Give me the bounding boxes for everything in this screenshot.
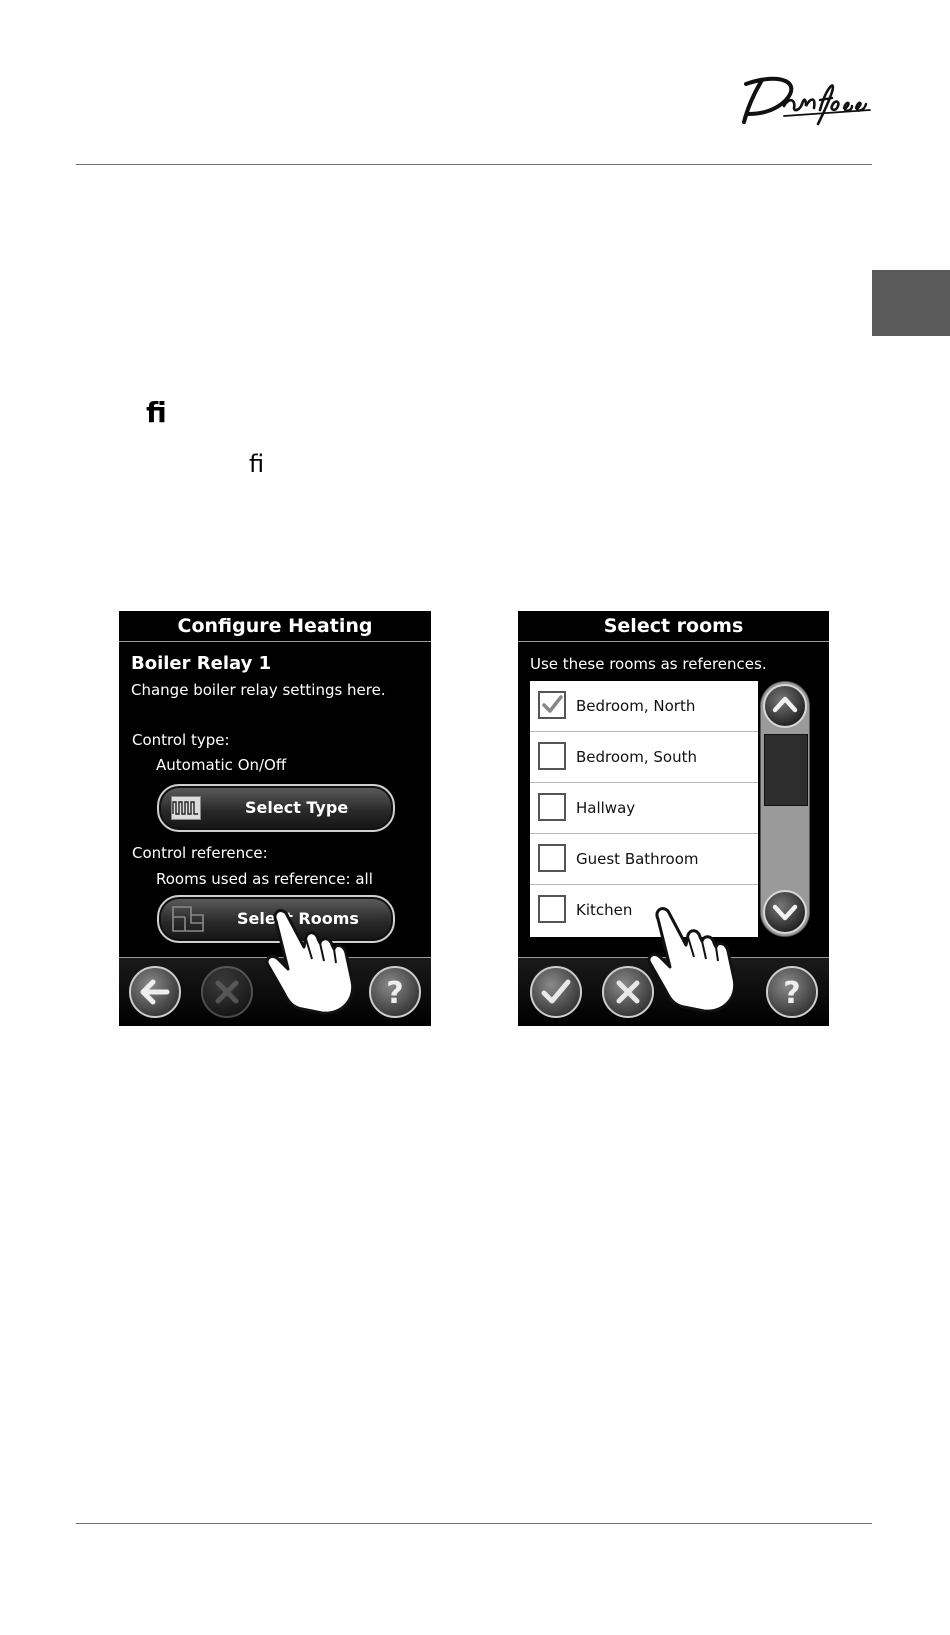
floorplan-icon [171,905,205,933]
header-rule [76,164,872,165]
relay-heading: Boiler Relay 1 [131,653,272,674]
room-checkbox[interactable] [538,895,566,923]
help-button[interactable] [766,966,818,1018]
help-icon [371,968,419,1016]
room-label: Kitchen [576,901,633,919]
control-reference-label: Control reference: [132,844,268,862]
rooms-instruction: Use these rooms as references. [530,655,767,673]
room-row[interactable] [530,834,758,885]
screen-title: Select rooms [518,611,829,642]
room-row[interactable] [530,783,758,834]
room-label: Bedroom, South [576,748,697,766]
scroll-thumb[interactable] [764,734,808,806]
back-arrow-icon [131,968,179,1016]
room-checkbox[interactable] [538,742,566,770]
pointing-hand-icon [264,903,364,1023]
room-checkbox[interactable] [538,691,566,719]
control-type-label: Control type: [132,731,230,749]
select-type-label: Select Type [245,798,349,817]
checkmark-icon [540,693,564,717]
section-tab-marker [872,270,950,336]
close-icon [203,968,251,1016]
room-list-scrollbar[interactable] [760,681,810,937]
scroll-down-button[interactable] [763,890,807,934]
control-type-value: Automatic On/Off [156,756,287,774]
timer-graph-icon [171,796,201,820]
chevron-down-icon [765,892,805,932]
chevron-up-icon [765,686,805,726]
footer-rule [76,1523,872,1524]
room-label: Guest Bathroom [576,850,699,868]
room-row[interactable] [530,681,758,732]
danfoss-logo [740,70,875,126]
select-type-button[interactable] [157,784,395,832]
screen-title: Configure Heating [119,611,431,642]
help-icon [768,968,816,1016]
back-button[interactable] [129,966,181,1018]
cancel-button[interactable] [201,966,253,1018]
room-checkbox[interactable] [538,793,566,821]
ligature-glyph: ﬁ [146,396,167,429]
svg-text:?: ? [386,976,404,1011]
room-checkbox[interactable] [538,844,566,872]
relay-subtitle: Change boiler relay settings here. [131,681,386,699]
ligature-glyph: ﬁ [249,450,265,478]
room-list [530,681,758,937]
help-button[interactable] [369,966,421,1018]
svg-text:?: ? [783,976,801,1011]
select-rooms-screen [518,611,829,1026]
room-row[interactable] [530,732,758,783]
pointing-hand-icon [646,901,746,1021]
close-icon [604,968,652,1016]
room-label: Hallway [576,799,636,817]
scroll-up-button[interactable] [763,684,807,728]
select-rooms-label: Select Rooms [237,909,359,928]
confirm-button[interactable] [530,966,582,1018]
checkmark-icon [532,968,580,1016]
control-reference-value: Rooms used as reference: all [156,870,373,888]
room-label: Bedroom, North [576,697,696,715]
configure-heating-screen [119,611,431,1026]
